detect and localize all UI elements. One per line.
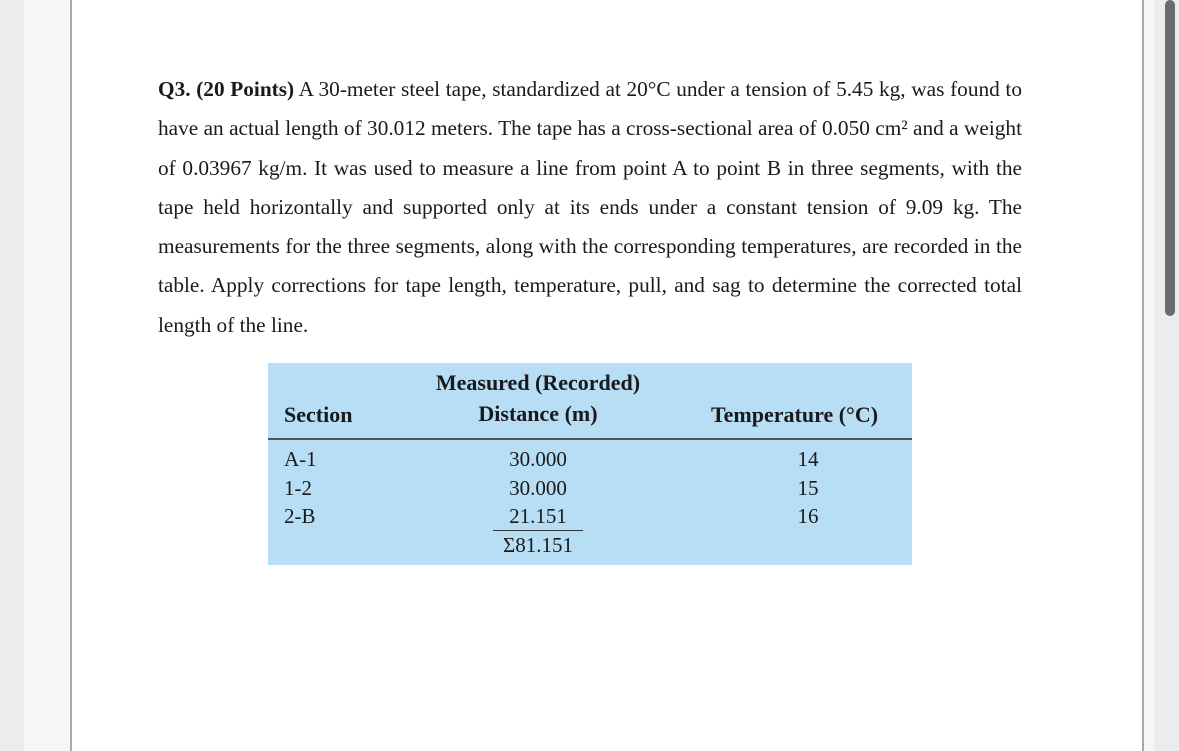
header-temperature: Temperature (°C) bbox=[711, 402, 879, 427]
measurement-table bbox=[268, 363, 912, 565]
header-section: Section bbox=[284, 402, 353, 427]
header-distance-line1: Measured (Recorded) bbox=[435, 370, 641, 395]
scrollbar-thumb[interactable] bbox=[1165, 0, 1175, 316]
question-heading: Q3. (20 Points) bbox=[158, 77, 295, 101]
header-distance-line2: Distance (m) bbox=[478, 401, 598, 426]
row-2-section: 1-2 bbox=[284, 476, 312, 500]
row-1-temperature: 14 bbox=[797, 447, 819, 471]
header-distance bbox=[421, 367, 655, 429]
question-body: A 30-meter steel tape, standardized at 20°C under a tension of 5.45 kg, was found to have an actual length of 30.012 meters. The tape has a cross-sectional area of 0.050 cm² and a weight of 0.03967 kg/m. It was used to measure a line from point A to point B in three segments, with the tape held horizontally and supported only at its ends under a constant tension of 9.09 kg. The measurements for the three segments, along with the corresponding temperatures, are recorded in the table. Apply corrections for tape length, temperature, pull, and sag to determine the corrected total length of the line. bbox=[158, 77, 1022, 337]
row-3-distance: 21.151 bbox=[509, 504, 567, 528]
distance-total: Σ81.151 bbox=[503, 533, 573, 557]
header-rule bbox=[268, 438, 912, 440]
row-3-section: 2-B bbox=[284, 504, 316, 528]
row-1-section: A-1 bbox=[284, 447, 317, 471]
question-text bbox=[158, 70, 1022, 345]
row-2-distance: 30.000 bbox=[509, 476, 567, 500]
row-1-distance: 30.000 bbox=[509, 447, 567, 471]
row-2-temperature: 15 bbox=[797, 476, 819, 500]
row-3-temperature: 16 bbox=[797, 504, 819, 528]
scrollbar[interactable] bbox=[1165, 0, 1175, 751]
